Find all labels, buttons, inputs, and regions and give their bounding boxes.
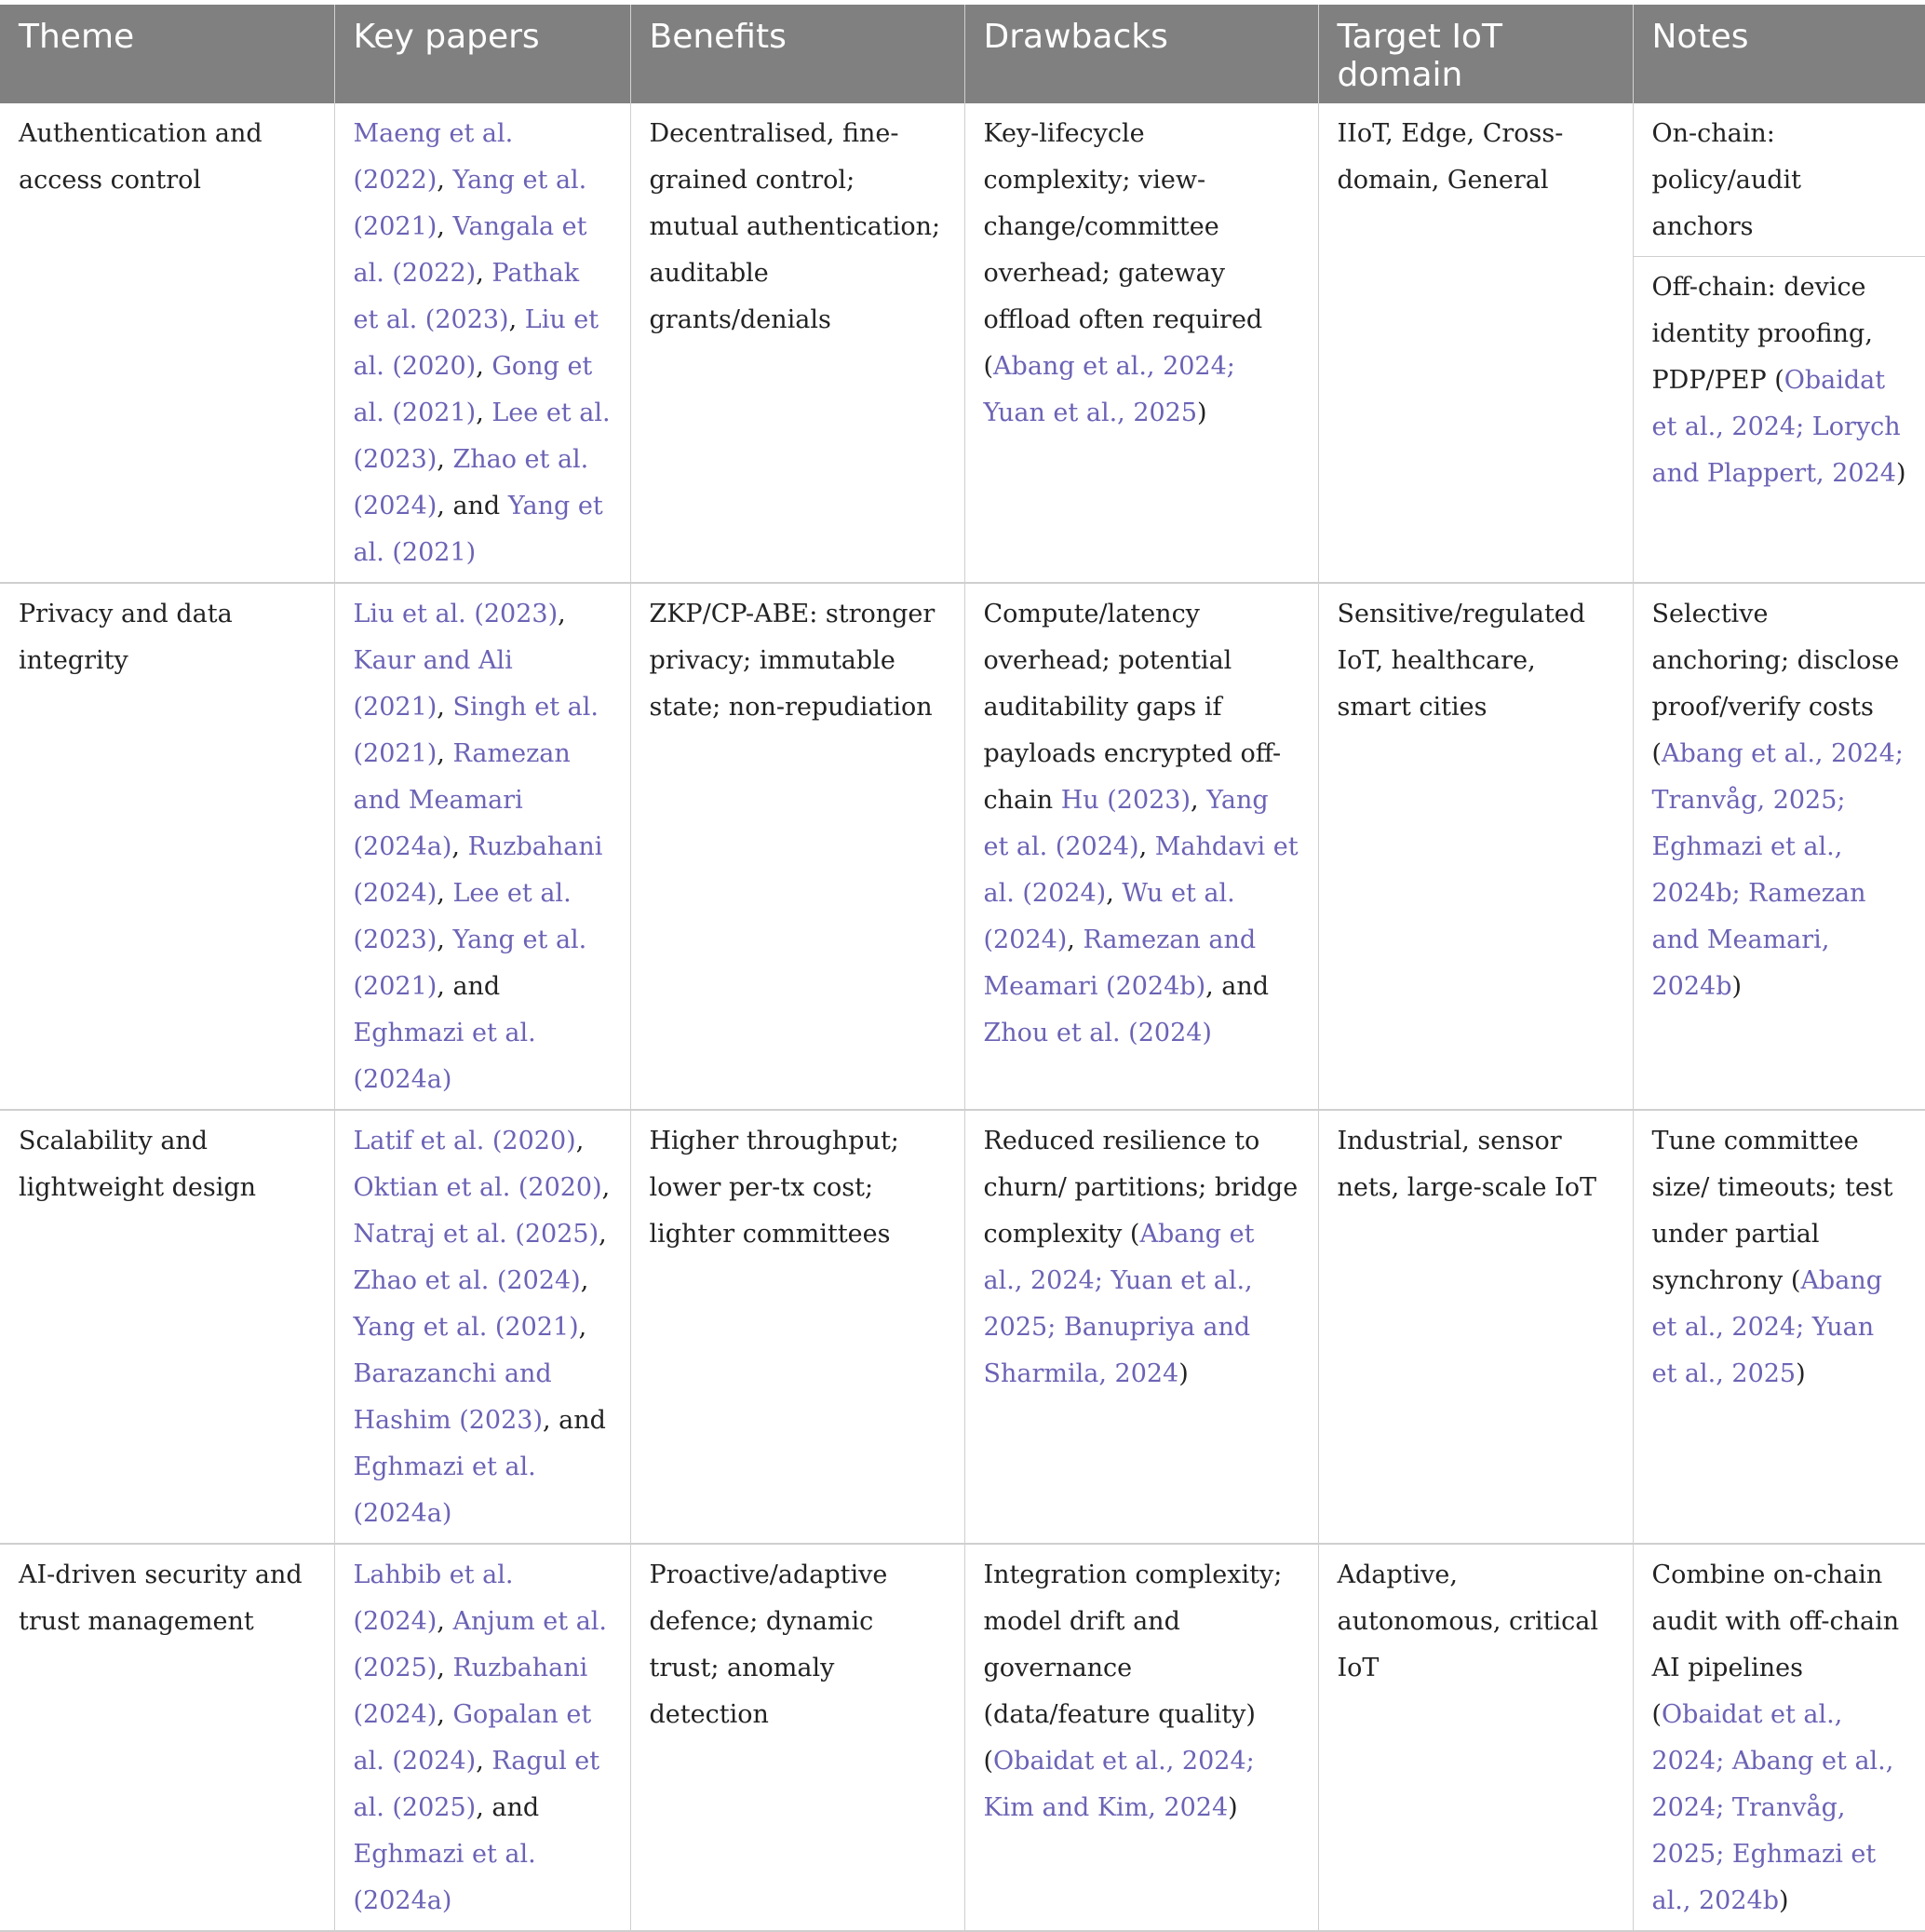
header-target-iot-domain: Target IoT domain [1318,5,1633,103]
benefits-cell: Higher throughput; lower per-tx cost; lighter committees [630,1110,964,1544]
cell-text: Combine on-chain audit with off-chain AI pipelines ( [1652,1560,1900,1729]
citation-link[interactable]: Eghmazi et al. (2024a) [354,1019,536,1094]
cell-text: , [437,1700,452,1729]
cell-text: , [509,305,525,334]
domain-cell: Sensitive/regulated IoT, healthcare, smart cities [1318,583,1633,1110]
cell-text: , [476,352,491,381]
citation-link[interactable]: Pathak et al. (2023) [354,259,580,334]
note [1634,584,1925,1016]
cell-text: Off-chain: device identity proofing, PDP/PEP ( [1652,273,1873,395]
theme-cell: Scalability and lightweight design [0,1110,334,1544]
citation-link[interactable]: Yang et al. (2021) [354,925,587,1001]
cell-text: ) [1197,399,1207,427]
cell-text: , [599,1220,607,1249]
citation-link[interactable]: Zhao et al. (2024) [354,445,589,520]
citation-link[interactable]: Latif et al. (2020) [354,1127,576,1155]
cell-text: , and [437,492,508,520]
citation-link[interactable]: Ruzbahani (2024) [354,1654,588,1729]
benefits-cell: Proactive/adaptive defence; dynamic trust; anomaly detection [630,1544,964,1931]
header-theme: Theme [0,5,334,103]
theme-cell: AI-driven security and trust management [0,1544,334,1931]
citation-link[interactable]: Obaidat et al., 2024; Kim and Kim, 2024 [984,1747,1255,1822]
cell-text: , [437,879,452,908]
cell-text: , [558,600,566,628]
header-notes: Notes [1633,5,1925,103]
cell-text: ) [1228,1793,1238,1822]
table-row [0,103,1925,583]
citation-link[interactable]: Ruzbahani (2024) [354,832,603,908]
header-row [0,5,1925,103]
cell-text: Key-lifecycle complexity; view-change/committee overhead; gateway offload often required ( [984,119,1263,381]
citation-link[interactable]: Obaidat et al., 2024; Lorych and Plappert, 2024 [1652,366,1901,488]
cell-text: On-chain: policy/audit anchors [1652,119,1802,241]
benefits-cell: ZKP/CP-ABE: stronger privacy; immutable state; non-repudiation [630,583,964,1110]
cell-text: , and [437,972,500,1001]
key-papers-cell [334,1110,630,1544]
cell-text: , [1191,786,1206,815]
cell-text: , [437,1654,452,1682]
note-off-chain [1634,256,1925,503]
cell-text: , [602,1173,611,1202]
citation-link[interactable]: Gong et al. (2021) [354,352,593,427]
cell-text: , [437,445,452,474]
citation-link[interactable]: Wu et al. (2024) [984,879,1235,954]
citation-link[interactable]: Mahdavi et al. (2024) [984,832,1299,908]
cell-text: , [476,1747,491,1776]
cell-text: , [581,1266,589,1295]
notes-cell [1633,1110,1925,1544]
comparison-table [0,5,1925,1932]
notes-cell [1633,103,1925,583]
header-benefits: Benefits [630,5,964,103]
cell-text: , [451,832,467,861]
domain-cell: Industrial, sensor nets, large-scale IoT [1318,1110,1633,1544]
citation-link[interactable]: Lee et al. (2023) [354,399,611,474]
citation-link[interactable]: Liu et al. (2023) [354,600,559,628]
table-row [0,1110,1925,1544]
theme-cell: Authentication and access control [0,103,334,583]
cell-text: , and [543,1406,606,1435]
cell-text: , [576,1127,585,1155]
citation-link[interactable]: Abang et al., 2024; Yuan et al., 2025 [984,352,1235,427]
citation-link[interactable]: Eghmazi et al. (2024a) [354,1452,536,1528]
citation-link[interactable]: Singh et al. (2021) [354,693,599,768]
citation-link[interactable]: Lee et al. (2023) [354,879,572,954]
domain-cell: Adaptive, autonomous, critical IoT [1318,1544,1633,1931]
citation-link[interactable]: Barazanchi and Hashim (2023) [354,1359,552,1435]
note [1634,1111,1925,1403]
cell-text: , [1139,832,1155,861]
cell-text: , and [476,1793,539,1822]
citation-link[interactable]: Yang et al. (2021) [354,1313,579,1342]
citation-link[interactable]: Lahbib et al. (2024) [354,1560,514,1636]
cell-text: , [437,212,452,241]
citation-link[interactable]: Kaur and Ali (2021) [354,646,513,722]
cell-text: , [1067,925,1083,954]
cell-text: , [476,259,491,288]
note-on-chain [1634,103,1925,256]
table-row [0,1544,1925,1931]
citation-link[interactable]: Zhou et al. (2024) [984,1019,1212,1047]
cell-text: ) [1796,1359,1806,1388]
cell-text: , [437,739,452,768]
citation-link[interactable]: Ramezan and Meamari (2024a) [354,739,571,861]
cell-text: Tune committee size/ timeouts; test under partial synchrony ( [1652,1127,1893,1295]
citation-link[interactable]: Yang et al. (2021) [354,492,603,567]
cell-text: Selective anchoring; disclose proof/verify costs ( [1652,600,1900,768]
drawbacks-cell [964,583,1318,1110]
cell-text: ) [1732,972,1743,1001]
citation-link[interactable]: Oktian et al. (2020) [354,1173,602,1202]
citation-link[interactable]: Abang et al., 2024; Tranvåg, 2025; Eghmazi et al., 2024b; Ramezan and Meamari, 2024b [1652,739,1904,1001]
drawbacks-cell [964,1110,1318,1544]
citation-link[interactable]: Abang et al., 2024; Yuan et al., 2025 [1652,1266,1883,1388]
cell-text: ) [1896,459,1906,488]
citation-link[interactable]: Ragul et al. (2025) [354,1747,600,1822]
cell-text: , [437,693,452,722]
cell-text: ) [1178,1359,1189,1388]
citation-link[interactable]: Eghmazi et al. (2024a) [354,1840,536,1915]
key-papers-cell [334,583,630,1110]
citation-link[interactable]: Ramezan and Meamari (2024b) [984,925,1257,1001]
cell-text: Integration complexity; model drift and governance (data/feature quality) ( [984,1560,1283,1776]
theme-cell: Privacy and data integrity [0,583,334,1110]
key-papers-cell [334,1544,630,1931]
cell-text: Compute/latency overhead; potential auditability gaps if payloads encrypted off-chain [984,600,1282,815]
citation-link[interactable]: Yang et al. (2024) [984,786,1269,861]
citation-link[interactable]: Abang et al., 2024; Yuan et al., 2025; Banupriya and Sharmila, 2024 [984,1220,1255,1388]
header-drawbacks: Drawbacks [964,5,1318,103]
cell-text: ) [1779,1886,1789,1915]
cell-text: , [437,166,452,195]
header-key-papers: Key papers [334,5,630,103]
cell-text: , [437,925,452,954]
citation-link[interactable]: Zhao et al. (2024) [354,1266,581,1295]
citation-link[interactable]: Maeng et al. (2022) [354,119,514,195]
cell-text: Reduced resilience to churn/ partitions; bridge complexity ( [984,1127,1299,1249]
key-papers-cell [334,103,630,583]
domain-cell: IIoT, Edge, Cross-domain, General [1318,103,1633,583]
benefits-cell: Decentralised, fine-grained control; mutual authentication; auditable grants/denials [630,103,964,583]
citation-link[interactable]: Yang et al. (2021) [354,166,587,241]
citation-link[interactable]: Liu et al. (2020) [354,305,599,381]
citation-link[interactable]: Vangala et al. (2022) [354,212,587,288]
table-row [0,583,1925,1110]
cell-text: , [1106,879,1122,908]
cell-text: , [437,1607,452,1636]
cell-text: , [579,1313,587,1342]
citation-link[interactable]: Anjum et al. (2025) [354,1607,608,1682]
citation-link[interactable]: Natraj et al. (2025) [354,1220,599,1249]
cell-text: , and [1205,972,1269,1001]
notes-cell [1633,583,1925,1110]
drawbacks-cell [964,103,1318,583]
cell-text: , [476,399,491,427]
notes-cell [1633,1544,1925,1931]
drawbacks-cell [964,1544,1318,1931]
citation-link[interactable]: Gopalan et al. (2024) [354,1700,592,1776]
note [1634,1545,1925,1930]
citation-link[interactable]: Hu (2023) [1061,786,1191,815]
citation-link[interactable]: Obaidat et al., 2024; Abang et al., 2024; Tranvåg, 2025; Eghmazi et al., 2024b [1652,1700,1894,1915]
